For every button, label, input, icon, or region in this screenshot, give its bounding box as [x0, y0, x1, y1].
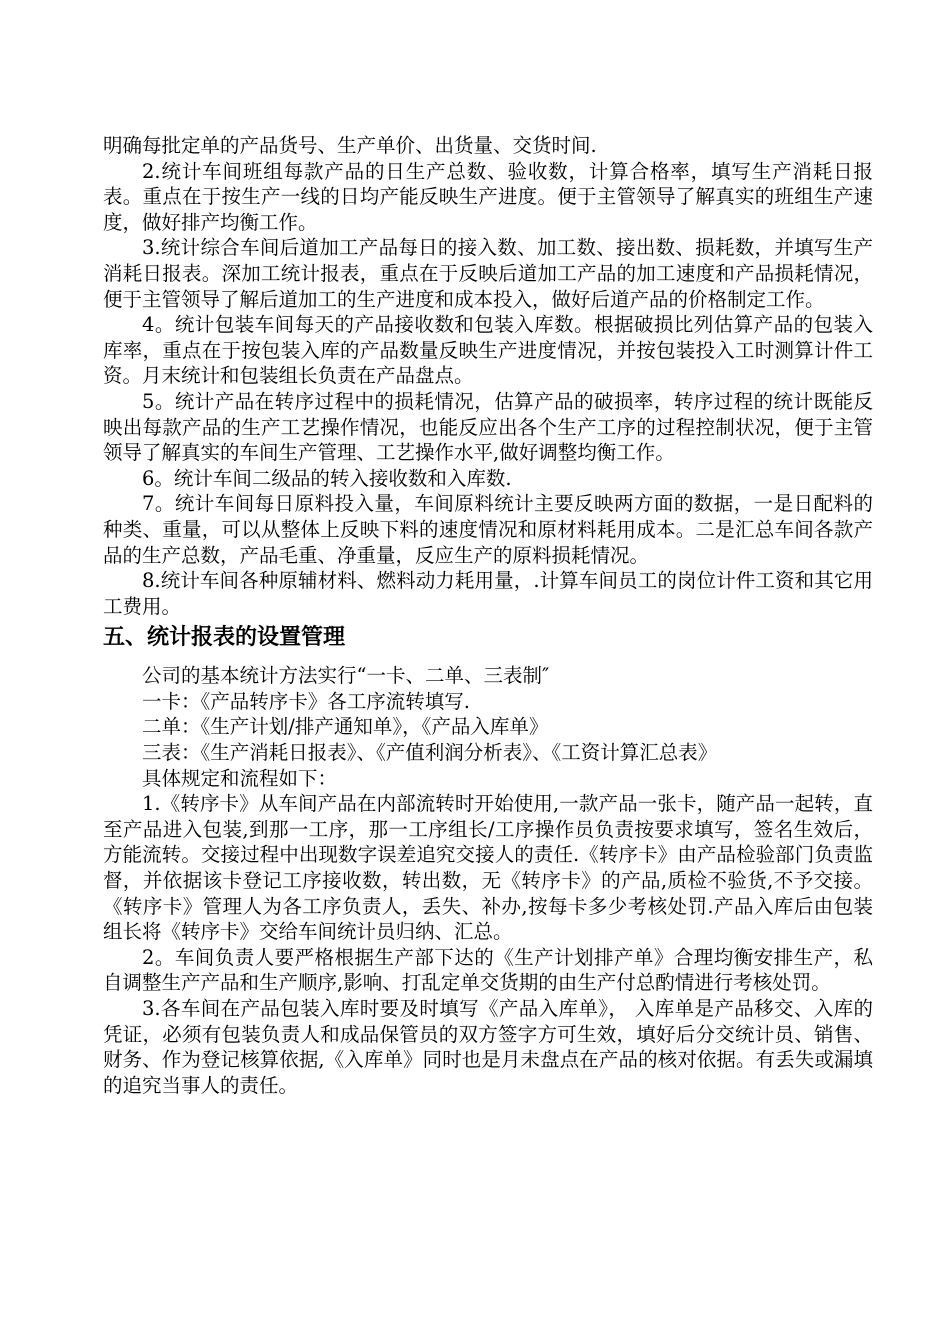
two-forms-line: 二单：《生产计划/排产通知单》，《产品入库单》	[142, 715, 549, 739]
paragraph-item-5: 5。统计产品在转序过程中的损耗情况，估算产品的破损率，转序过程的统计既能反映出每款产品的生产工艺操作情况，也能反应出各个生产工序的过程控制状况，便于主管领导了解真实的车间生产管理、工艺操作水平,做好调整均衡工作。	[103, 389, 873, 465]
three-tables-line: 三表：《生产消耗日报表》、《产值利润分析表》、《工资计算汇总表》	[142, 741, 718, 765]
paragraph-item-2: 2.统计车间班组每款产品的日生产总数、验收数，计算合格率，填写生产消耗日报表。重点在于按生产一线的日均产能反映生产进度。便于主管领导了解真实的班组生产速度，做好排产均衡工作。	[103, 159, 873, 234]
paragraph-item-4: 4。统计包装车间每天的产品接收数和包装入库数。根据破损比列估算产品的包装入库率，重点在于按包装入库的产品数量反映生产进度情况，并按包装投入工时测算计件工资。月末统计和包装组长负责在产品盘点。	[103, 313, 873, 388]
procedure-item-2: 2。车间负责人要严格根据生产部下达的《生产计划排产单》合理均衡安排生产，私自调整生产产品和生产顺序,影响、打乱定单交货期的由生产付总酌情进行考核处罚。	[103, 945, 873, 995]
paragraph-item-6: 6。统计车间二级品的转入接收数和入库数.	[142, 466, 512, 490]
procedure-item-3: 3.各车间在产品包装入库时要及时填写《产品入库单》， 入库单是产品移交、入库的凭证，必须有包装负责人和成品保管员的双方签字方可生效，填好后分交统计员、销售、财务、作为登记核算依据,《入库单》同时也是月未盘点在产品的核对依据。有丢失或漏填的追究当事人的责任。	[103, 997, 873, 1097]
paragraph-item-3: 3.统计综合车间后道加工产品每日的接入数、加工数、接出数、损耗数，并填写生产消耗日报表。深加工统计报表，重点在于反映后道加工产品的加工速度和产品损耗情况，便于主管领导了解后道加工的生产进度和成本投入，做好后道产品的价格制定工作。	[103, 236, 873, 311]
paragraph-order-details: 明确每批定单的产品货号、生产单价、出货量、交货时间.	[103, 134, 597, 157]
paragraph-item-8: 8.统计车间各种原辅材料、燃料动力耗用量，.计算车间员工的岗位计件工资和其它用工费用。	[103, 569, 873, 618]
procedure-intro-line: 具体规定和流程如下：	[142, 766, 338, 790]
procedure-item-1: 1.《转序卡》从车间产品在内部流转时开始使用,一款产品一张卡，随产品一起转，直至产品进入包装,到那一工序，那一工序组长/工序操作员负责按要求填写，签名生效后，方能流转。交接过程中出现数字误差追究交接人的责任.《转序卡》由产品检验部门负责监督，并依据该卡登记工序接收数，转出数，无《转序卡》的产品,质检不验货,不予交接。《转序卡》管理人为各工序负责人，丢失、补办,按每卡多少考核处罚.产品入库后由包装组长将《转序卡》交给车间统计员归纳、汇总。	[103, 792, 873, 944]
method-intro-line: 公司的基本统计方法实行“一卡、二单、三表制″	[142, 664, 550, 688]
one-card-line: 一卡：《产品转序卡》各工序流转填写.	[142, 689, 470, 713]
paragraph-item-7: 7。统计车间每日原料投入量，车间原料统计主要反映两方面的数据，一是日配料的种类、重量，可以从整体上反映下料的速度情况和原材料耗用成本。二是汇总车间各款产品的生产总数，产品毛重、净重量，反应生产的原料损耗情况。	[103, 492, 873, 567]
document-page	[103, 133, 873, 1098]
section-heading: 五、统计报表的设置管理	[103, 625, 346, 651]
